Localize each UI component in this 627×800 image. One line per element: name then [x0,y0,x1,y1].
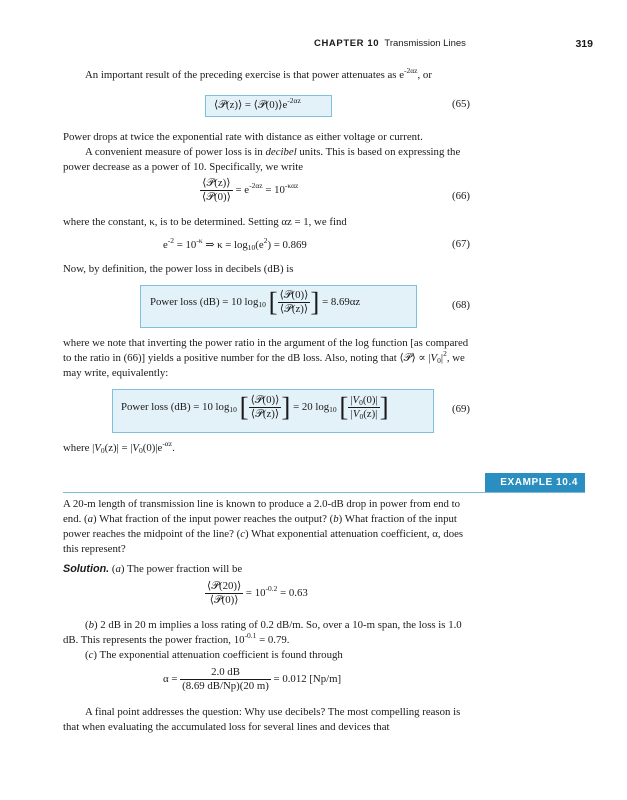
power-fraction: $\frac{\text{⟨𝒫(0)⟩}}{\text{⟨𝒫(z)⟩}}$ [250,394,280,420]
example-problem: A 20-m length of transmission line is known to produce a 2.0-dB drop in power from end to end. (a) What fraction of the input power reaches the output? (b) What fraction of the input power reaches the midpoint of the line? (c) What exponential attenuation coefficient, α, does this represent? [63,498,464,555]
kappa-paragraph: where the constant, κ, is to be determined. Setting αz = 1, we find [63,216,347,228]
where-paragraph: where $|V_0(z)| = |V_0(0)|e^{-\alpha z}$. [63,439,175,455]
final-paragraph: A final point addresses the question: Why use decibels? The most compelling reason is that when evaluating the accumulated loss for several lines and devices that [63,706,461,733]
chapter-label: CHAPTER 10 [314,38,380,49]
equation-68-number: (68) [452,299,470,311]
definition-paragraph: Now, by definition, the power loss in decibels (dB) is [63,263,294,275]
section-title: Transmission Lines [384,38,466,49]
intro-paragraph [63,68,475,83]
power-drops-paragraph: Power drops at twice the exponential rate with distance as either voltage or current. [63,131,423,143]
equation-68: Power loss (dB) = 10 $\log_{10}$ [ $\frac{\text{⟨𝒫(0)⟩}}{\text{⟨𝒫(z)⟩}}$ ] = 8.69αz [150,287,361,317]
voltage-fraction: $\frac{|V_0(0)|}{|V_0(z)|}$ [350,394,378,421]
equation-solution-c: α = $\frac{2.0 dB}{(8.69 dB/Np)(20 m)}$ = 0.012 [Np/m] [163,666,342,692]
equation-66-number: (66) [452,190,470,202]
solution-b: (b) 2 dB in 20 m implies a loss rating of 0.2 dB/m. So, over a 10-m span, the loss is 1.0 dB. This represents the power fraction, $10^{-0.1} = 0.79$. [63,619,462,646]
solution-label: Solution. [63,563,110,575]
solution-a: Solution. (a) The power fraction will be [63,563,243,575]
page-number: 319 [575,38,593,50]
equation-69-number: (69) [452,403,470,415]
power-ratio-fraction: $\frac{\text{⟨𝒫(z)⟩}}{\text{⟨𝒫(0)⟩}}$ [202,177,231,203]
loss-fraction: $\frac{\text{⟨𝒫(0)⟩}}{\text{⟨𝒫(z)⟩}}$ [279,289,309,315]
equation-67-number: (67) [452,238,470,250]
example-tag: EXAMPLE 10.4 [485,473,585,492]
right-bracket: ] [310,287,320,317]
intro-text: An important result of the preceding exercise is that power attenuates as $e^{-2\alpha z}$, or [85,66,432,81]
running-header [314,38,466,49]
equation-66: $\frac{\text{⟨𝒫(z)⟩}}{\text{⟨𝒫(0)⟩}}$ = $e^{-2\alpha z} = 10^{-\kappa\alpha z}$ [202,177,299,203]
note-paragraph: where we note that inverting the power ratio in the argument of the log function [as compared to the ratio in (66)] yields a positive number for the dB loss. Also, noting that ⟨𝒫⟩ ∝ $|V_0|^2$, we may write, equivalently: [63,337,469,379]
decibel-paragraph: A convenient measure of power loss is in decibel units. This is based on expressing the power decrease as a power of 10. Specifically, we write [63,146,461,173]
left-bracket: [ [268,287,278,317]
equation-65-number: (65) [452,98,470,110]
solution-c: (c) The exponential attenuation coefficient is found through [85,649,343,661]
equation-65: ⟨𝒫(z)⟩ = $⟨𝒫(0)⟩e^{-2\alpha z}$ [214,96,301,111]
example-divider [63,492,585,493]
equation-69: Power loss (dB) = 10 $\log_{10}$ [ $\frac{\text{⟨𝒫(0)⟩}}{\text{⟨𝒫(z)⟩}}$ ] = 20 $\log_{10}$ [ $\frac{|V_0(0)|}{|V_0(z)|}$ ] [121,392,389,422]
equation-67: $e^{-2} = 10^{-\kappa}$ ⇒ $\kappa = \log_{10}(e^2) = 0.869$ [163,236,307,252]
equation-solution-a: $\frac{\text{⟨𝒫(20)⟩}}{\text{⟨𝒫(0)⟩}}$ = $10^{-0.2} = 0.63$ [207,580,308,606]
